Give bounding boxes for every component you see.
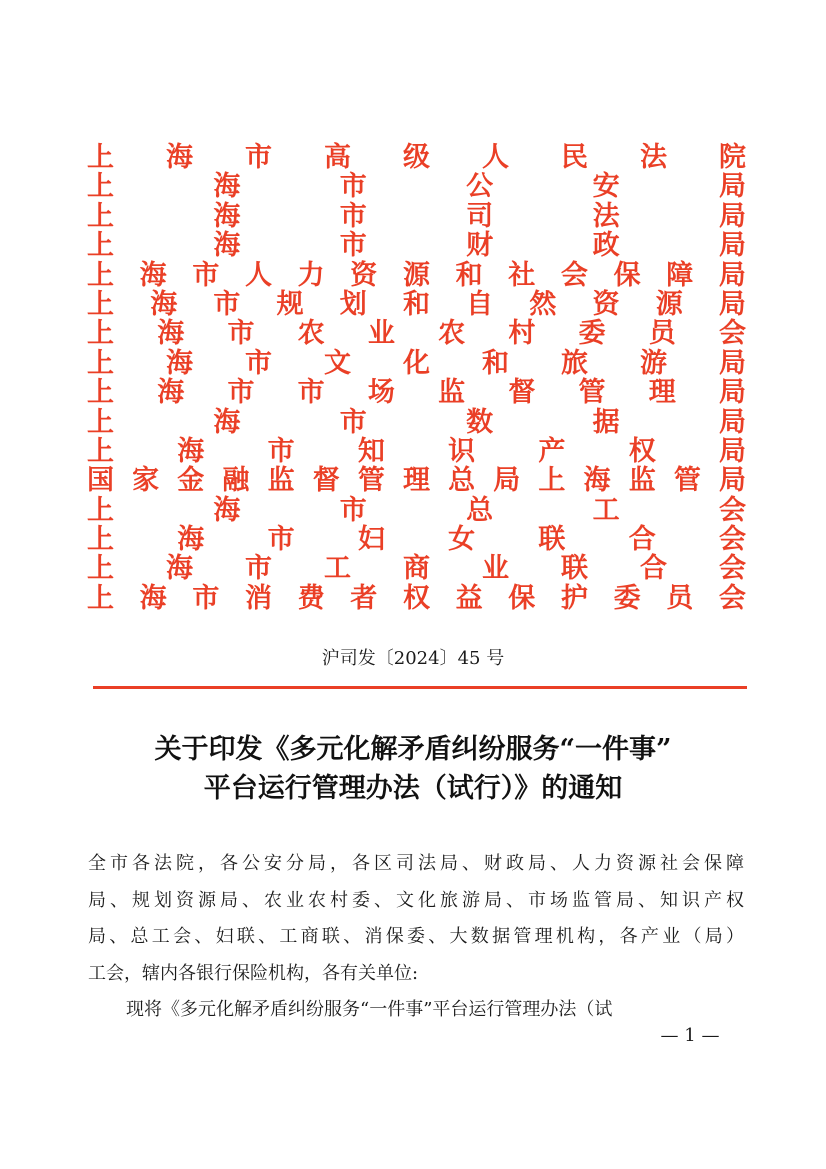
issuer-char: 障 (666, 259, 694, 291)
issuer-char: 旅 (561, 347, 588, 379)
issuer-char: 局 (718, 406, 746, 438)
issuer-char: 权 (402, 582, 430, 614)
issuer-char: 上 (87, 200, 114, 232)
issuer-char: 法 (592, 200, 620, 232)
issuer-char: 会 (719, 553, 746, 585)
issuer-char: 上 (87, 494, 114, 526)
issuer-char: 局 (718, 377, 746, 409)
issuer-char: 工 (324, 553, 351, 585)
issuer-char: 局 (719, 347, 746, 379)
issuer-char: 海 (139, 259, 167, 291)
issuer-char: 市 (227, 318, 255, 350)
issuer-char: 总 (466, 494, 494, 526)
issuer-char: 上 (87, 288, 114, 320)
issuer-char: 员 (666, 582, 694, 614)
issuer-char: 源 (655, 288, 683, 320)
issuer-char: 理 (648, 377, 676, 409)
issuer-char: 保 (508, 582, 536, 614)
issuer-row (87, 290, 746, 319)
issuer-char: 级 (403, 142, 430, 173)
issuer-char: 局 (718, 465, 746, 497)
issuer-char: 场 (367, 377, 395, 409)
issuer-char: 划 (339, 288, 367, 320)
issuer-char: 市 (267, 524, 295, 556)
issuer-char: 海 (213, 171, 241, 203)
issuer-char: 司 (466, 200, 494, 232)
issuer-char: 市 (192, 259, 220, 291)
issuer-row (87, 231, 746, 260)
title-line-2: 平台运行管理办法（试行）》的通知 (203, 773, 623, 804)
issuer-row (87, 584, 746, 613)
issuer-row (87, 143, 746, 172)
document-title (0, 730, 826, 808)
issuer-char: 市 (245, 347, 272, 379)
issuer-char: 海 (213, 494, 241, 526)
issuer-char: 会 (718, 318, 746, 350)
issuer-char: 资 (350, 259, 378, 291)
document-number: 沪司发〔2024〕45 号 (321, 648, 505, 669)
issuer-char: 上 (87, 318, 114, 350)
issuer-char: 者 (350, 582, 378, 614)
issuer-char: 海 (166, 347, 193, 379)
recipients-line-1: 全市各法院，各公安分局，各区司法局、财政局、人力资源社会保障 (88, 853, 744, 874)
issuer-char: 和 (402, 288, 430, 320)
issuer-char: 委 (578, 318, 606, 350)
issuer-row (87, 349, 746, 378)
issuer-char: 上 (538, 465, 566, 497)
issuer-row (87, 437, 746, 466)
issuer-char: 局 (718, 435, 746, 467)
issuer-block (87, 143, 746, 613)
issuer-char: 化 (403, 347, 430, 379)
issuer-char: 海 (213, 406, 241, 438)
issuer-char: 妇 (357, 524, 385, 556)
issuer-char: 会 (718, 524, 746, 556)
issuer-char: 数 (466, 406, 494, 438)
issuer-char: 法 (640, 142, 667, 173)
issuer-char: 局 (718, 200, 746, 232)
issuer-char: 监 (438, 377, 466, 409)
issuer-char: 海 (166, 142, 193, 173)
issuer-char: 局 (718, 230, 746, 262)
issuer-char: 上 (87, 171, 114, 203)
issuer-char: 市 (339, 200, 367, 232)
issuer-char: 识 (448, 435, 476, 467)
issuer-row (87, 496, 746, 525)
issuer-char: 市 (245, 553, 272, 585)
issuer-char: 上 (87, 142, 114, 173)
issuer-char: 市 (213, 288, 241, 320)
issuer-char: 市 (297, 377, 325, 409)
issuer-char: 国 (87, 465, 114, 497)
issuer-char: 护 (560, 582, 588, 614)
issuer-char: 市 (339, 494, 367, 526)
issuer-char: 村 (508, 318, 536, 350)
issuer-char: 员 (648, 318, 676, 350)
issuer-char: 管 (357, 465, 385, 497)
issuer-row (87, 261, 746, 290)
issuer-char: 业 (367, 318, 395, 350)
issuer-char: 海 (150, 288, 178, 320)
issuer-char: 家 (132, 465, 160, 497)
recipients-line-4: 工会，辖内各银行保险机构，各有关单位: (88, 962, 419, 984)
issuer-char: 商 (403, 553, 430, 585)
issuer-char: 海 (139, 582, 167, 614)
issuer-char: 产 (538, 435, 566, 467)
issuer-char: 会 (560, 259, 588, 291)
red-separator-line (93, 686, 747, 689)
issuer-row (87, 525, 746, 554)
issuer-char: 和 (455, 259, 483, 291)
issuer-char: 上 (87, 524, 114, 556)
issuer-char: 上 (87, 377, 114, 409)
issuer-char: 农 (438, 318, 466, 350)
issuer-char: 会 (718, 494, 746, 526)
issuer-char: 海 (177, 435, 205, 467)
issuer-char: 上 (87, 553, 114, 585)
issuer-row (87, 466, 746, 495)
issuer-char: 社 (508, 259, 536, 291)
issuer-char: 知 (357, 435, 385, 467)
issuer-char: 局 (718, 288, 746, 320)
issuer-char: 保 (613, 259, 641, 291)
issuer-row (87, 554, 746, 583)
issuer-char: 财 (466, 230, 494, 262)
issuer-char: 融 (222, 465, 250, 497)
issuer-char: 联 (538, 524, 566, 556)
issuer-char: 市 (339, 406, 367, 438)
issuer-char: 游 (640, 347, 667, 379)
issuer-char: 会 (718, 582, 746, 614)
issuer-char: 管 (578, 377, 606, 409)
issuer-char: 资 (592, 288, 620, 320)
issuer-char: 市 (245, 142, 272, 173)
issuer-char: 海 (157, 377, 185, 409)
issuer-char: 监 (267, 465, 295, 497)
issuer-char: 监 (628, 465, 656, 497)
issuer-char: 市 (267, 435, 295, 467)
issuer-char: 安 (592, 171, 620, 203)
issuer-char: 然 (529, 288, 557, 320)
issuer-char: 局 (718, 171, 746, 203)
issuer-char: 上 (87, 435, 114, 467)
issuer-char: 民 (561, 142, 588, 173)
issuer-char: 金 (177, 465, 205, 497)
issuer-char: 海 (213, 200, 241, 232)
title-line-1: 关于印发《多元化解矛盾纠纷服务“一件事” (154, 734, 672, 765)
issuer-char: 合 (628, 524, 656, 556)
issuer-char: 源 (402, 259, 430, 291)
issuer-char: 海 (177, 524, 205, 556)
issuer-char: 上 (87, 406, 114, 438)
issuer-row (87, 202, 746, 231)
issuer-char: 力 (297, 259, 325, 291)
issuer-char: 人 (482, 142, 509, 173)
recipients-line-3: 局、总工会、妇联、工商联、消保委、大数据管理机构，各产业（局） (88, 926, 744, 947)
issuer-char: 公 (466, 171, 494, 203)
issuer-char: 高 (324, 142, 351, 173)
issuer-char: 据 (592, 406, 620, 438)
issuer-char: 权 (628, 435, 656, 467)
issuer-char: 政 (592, 230, 620, 262)
issuer-char: 农 (297, 318, 325, 350)
issuer-char: 上 (87, 230, 114, 262)
issuer-char: 合 (640, 553, 667, 585)
issuer-char: 益 (455, 582, 483, 614)
issuer-char: 市 (192, 582, 220, 614)
page-number: — 1 — (660, 1025, 720, 1046)
issuer-char: 规 (276, 288, 304, 320)
issuer-char: 文 (324, 347, 351, 379)
issuer-char: 人 (244, 259, 272, 291)
issuer-char: 费 (297, 582, 325, 614)
issuer-char: 市 (227, 377, 255, 409)
body-paragraph: 现将《多元化解矛盾纠纷服务“一件事”平台运行管理办法（试 (126, 999, 613, 1020)
issuer-char: 海 (583, 465, 611, 497)
issuer-char: 和 (482, 347, 509, 379)
issuer-char: 上 (87, 259, 114, 291)
issuer-char: 联 (561, 553, 588, 585)
document-body (88, 846, 744, 1029)
issuer-char: 市 (339, 171, 367, 203)
issuer-char: 局 (493, 465, 521, 497)
issuer-char: 局 (718, 259, 746, 291)
issuer-char: 工 (592, 494, 620, 526)
issuer-char: 管 (673, 465, 701, 497)
issuer-char: 海 (166, 553, 193, 585)
issuer-char: 理 (402, 465, 430, 497)
issuer-char: 督 (312, 465, 340, 497)
issuer-row (87, 378, 746, 407)
issuer-row (87, 172, 746, 201)
issuer-char: 市 (339, 230, 367, 262)
issuer-char: 业 (482, 553, 509, 585)
issuer-char: 上 (87, 347, 114, 379)
issuer-char: 海 (157, 318, 185, 350)
issuer-char: 督 (508, 377, 536, 409)
recipients-line-2: 局、规划资源局、农业农村委、文化旅游局、市场监管局、知识产权 (88, 889, 744, 911)
issuer-char: 海 (213, 230, 241, 262)
issuer-char: 上 (87, 582, 114, 614)
issuer-char: 总 (448, 465, 476, 497)
issuer-char: 女 (448, 524, 476, 556)
issuer-char: 自 (466, 288, 494, 320)
issuer-char: 委 (613, 582, 641, 614)
issuer-char: 院 (719, 142, 746, 173)
issuer-row (87, 319, 746, 348)
issuer-char: 消 (244, 582, 272, 614)
issuer-row (87, 408, 746, 437)
